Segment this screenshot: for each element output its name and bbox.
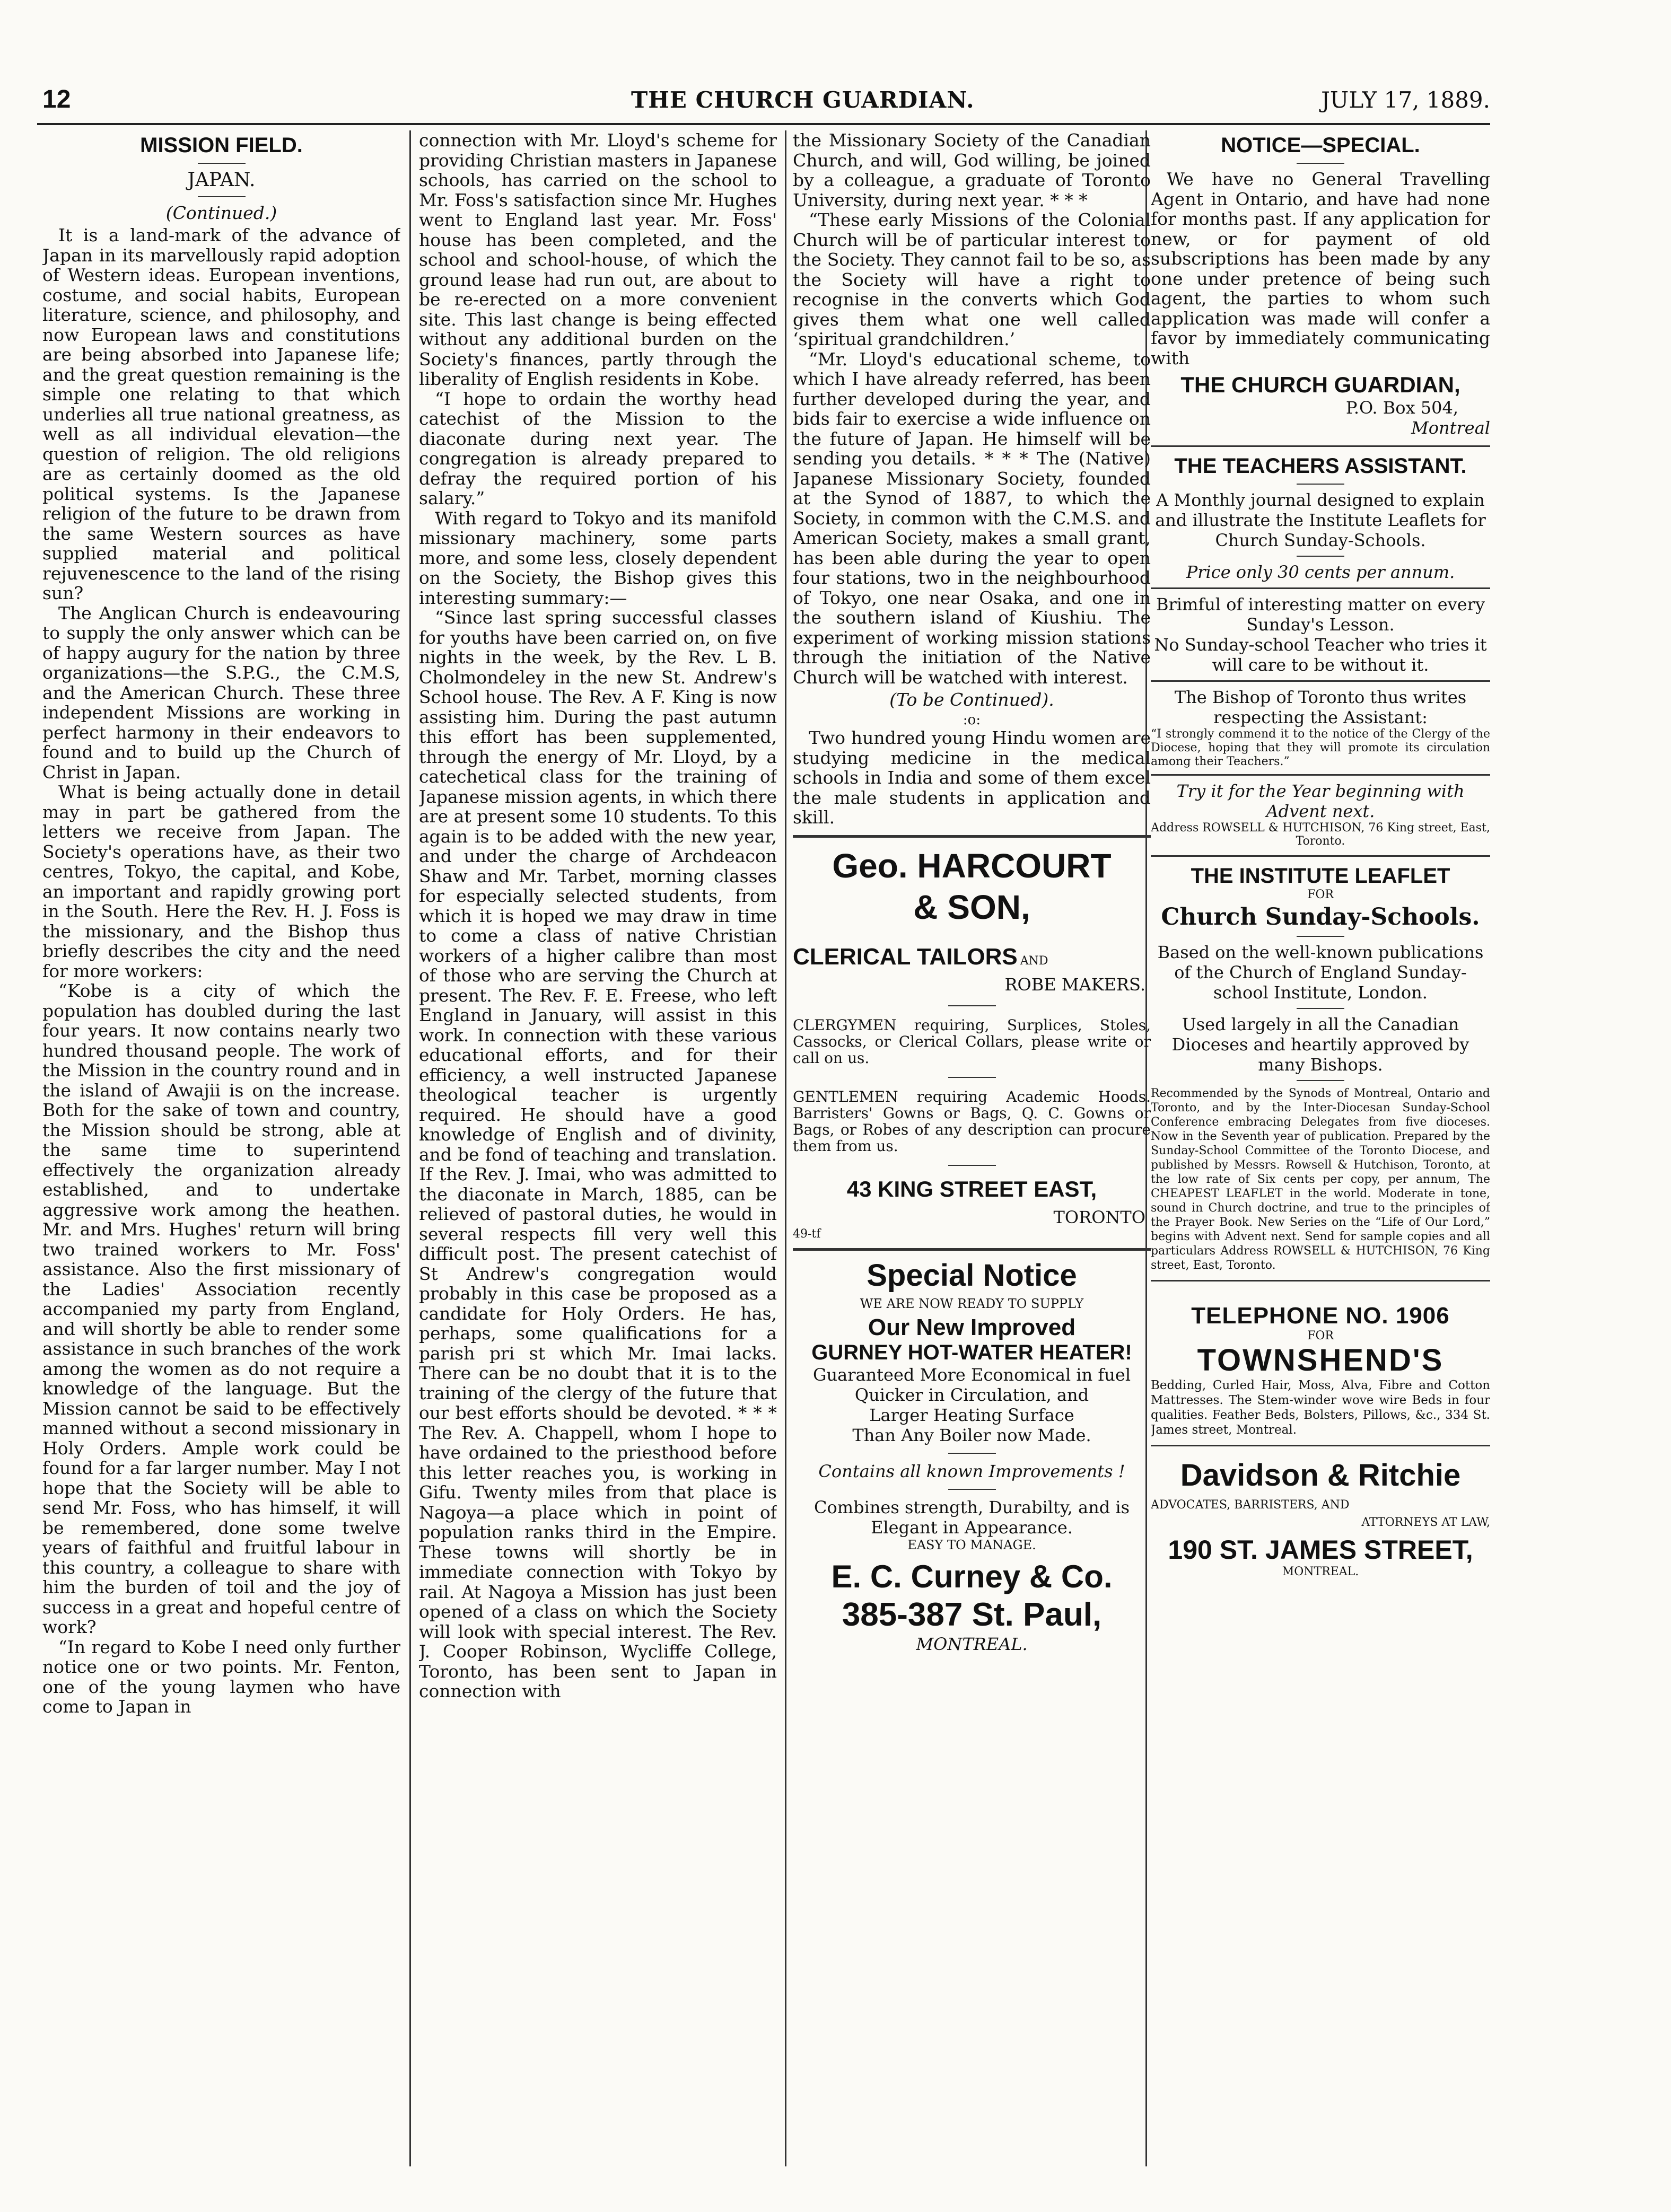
divider: [1151, 587, 1490, 589]
dr-line-1: ADVOCATES, BARRISTERS, AND: [1151, 1498, 1350, 1512]
dr-address: 190 ST. JAMES STREET,: [1168, 1535, 1473, 1565]
ad-city: TORONTO: [1053, 1207, 1145, 1227]
paragraph: “Since last spring successful classes for youths have been carried on, on five nights in the week, by the Rev. L B. Cholmondeley in the new St. Andrew's School house. The Rev. A F. King is now assisting him. During the past autumn this effort has been supplemented, through the energy of Mr. Lloyd, by a catechetical class for the training of Japanese mission agents, in which there are at present some 10 students. To this again is to be added with the new year, and under the charge of Archdeacon Shaw and Mr. Tarbet, morning classes for especially selected students, from which it is hoped we may draw in time to come a class of native Christian workers of a higher calibre than most of those who are serving the Church at present. The Rev. F. E. Freese, who left England in January, will assist in this work. In connection with these various educational efforts, and for their efficiency, a well instructed Japanese theological teacher is urgently required. He should have a good knowledge of English and of divinity, and be fond of teaching and translation. If the Rev. J. Imai, who was admitted to the diaconate in March, 1885, can be relieved of pastoral duties, he would in several respects fill very well this difficult post. The present catechist of St Andrew's congregation would probably in this case be proposed as a candidate for Holy Orders. He has, perhaps, some qualifications for a parish pri st which Mr. Imai lacks. There can be no doubt that it is to the training of the clergy of the future that our best efforts should be devoted. * * * The Rev. A. Chappell, whom I hope to have ordained to the priesthood before this letter reaches you, is working in Gifu. Twenty miles from that place is Nagoya—a place which in point of population ranks third in the Empire. These towns will shortly be in immediate connection with Tokyo by rail. At Nagoya a Mission has just been opened of a class on which the Society will look with special interest. The Rev. J. Cooper Robinson, Wycliffe College, Toronto, has been sent to Japan in connection with: [419, 607, 777, 1701]
article-body: [419, 130, 777, 1701]
ad-line: Than Any Boiler now Made.: [852, 1425, 1091, 1445]
paragraph: “Mr. Lloyd's educational scheme, to which I have already referred, has been further developed during the year, and bids fair to exercise a wide influence on the future of Japan. He himself will be sending you details. * * * The (Native) Japanese Missionary Society, founded at the Synod of 1887, to which the Society, in common with the C.M.S. and American Society, makes a small grant, has been able during the year to open four stations, two in the neighbourhood of Tokyo, one near Osaka, and one in the southern island of Kiushiu. The experiment of working mission stations through the initiation of the Native Church will be watched with interest.: [793, 348, 1151, 688]
ta-price: Price only 30 cents per annum.: [1186, 562, 1455, 582]
news-item: [793, 728, 1151, 828]
paragraph: “I hope to ordain the worthy head catechist of the Mission to the diaconate during next year. The congregation is already prepared to defray the required portion of his salary.”: [419, 388, 777, 508]
paragraph: The Anglican Church is endeavouring to supply the only answer which can be of happy augury for the nation by three organizations—the S.P.G., the C.M.S, and the American Church. These three independent Missions are working in perfect harmony in their endeavors to found and to build up the Church of Christ in Japan.: [42, 602, 400, 783]
ta-bishop: The Bishop of Toronto thus writes respecting the Assistant:: [1174, 687, 1467, 727]
article-body: [42, 225, 400, 1717]
masthead: THE CHURCH GUARDIAN.: [631, 87, 975, 113]
ad-firm: E. C. Curney & Co.: [831, 1558, 1113, 1594]
ad-easy: EASY TO MANAGE.: [907, 1537, 1036, 1552]
column-3: [793, 130, 1151, 2172]
telephone: TELEPHONE NO. 1906: [1191, 1303, 1450, 1329]
harcourt-ad: [793, 845, 1151, 1241]
separator: :o:: [963, 712, 981, 728]
divider: [1151, 855, 1490, 857]
divider: [948, 1489, 996, 1490]
ad-contains: Contains all known Improvements !: [818, 1461, 1125, 1481]
ad-firm-name-2: & SON,: [913, 888, 1030, 926]
ad-and: AND: [1020, 954, 1048, 968]
ta-address: Address ROWSELL & HUTCHISON, 76 King street, East, Toronto.: [1151, 821, 1490, 848]
column-4: [1151, 130, 1490, 2172]
ad-line: Larger Heating Surface: [869, 1405, 1074, 1425]
ad-clergy: CLERGYMEN requiring, Surplices, Stoles, Cassocks, or Clerical Collars, please write or call on us.: [793, 1016, 1151, 1067]
page-header: [37, 80, 1490, 122]
paragraph: “Kobe is a city of which the population has doubled during the last four years. It now contains nearly two hundred thousand people. The work of the Mission in the country round and in the island of Awajii is on the increase. Both for the sake of town and country, the Mission should be strong, able at the same time to superintend effectively the organization already established, and to undertake aggressive work among the heathen. Mr. and Mrs. Hughes' return will bring two trained workers to Mr. Foss' assistance. Also the first missionary of the Ladies' Association recently accompanied my party from England, and will shortly be able to render some assistance in such branches of the work among the women as do not require a knowledge of the language. But the Mission cannot be said to be effectively manned without a second missionary in Holy Orders. Ample work could be found for a far larger number. May I not hope that the Society will be able to send Mr. Foss, who has himself, it will be remembered, done some twelve years of faithful and fruitful labour in this country, a colleague to share with him the burden of toil and the joy of success in a great and hopeful centre of work?: [42, 980, 400, 1637]
paragraph: connection with Mr. Lloyd's scheme for providing Christian masters in Japanese schools, has carried on the school to Mr. Foss's satisfaction since Mr. Hughes went to England last year. Mr. Foss' house has been completed, and the school and school-house, of which the ground lease had run out, are about to be re-erected on a more convenient site. This last change is being effected without any additional burden on the Society's finances, partly through the liberality of English residents in Kobe.: [419, 130, 777, 389]
column-2: [419, 130, 777, 2172]
issue-date: JULY 17, 1889.: [1321, 87, 1490, 113]
paragraph: “These early Missions of the Colonial Church will be of particular interest to the Society. They cannot fail to be so, as the Society will have a right to recognise in the converts which God gives them what one well called ‘spiritual grandchildren.’: [793, 209, 1151, 349]
divider: [1297, 484, 1344, 485]
ta-desc: A Monthly journal designed to explain and illustrate the Institute Leaflets for Church Sunday-Schools.: [1155, 490, 1486, 550]
divider: [198, 196, 246, 197]
ad-firm-city: MONTREAL.: [916, 1634, 1028, 1654]
notice-city: Montreal: [1411, 418, 1490, 438]
ad-ready: WE ARE NOW READY TO SUPPLY: [860, 1296, 1084, 1311]
tel-for: FOR: [1307, 1329, 1334, 1342]
paragraph: With regard to Tokyo and its manifold missionary machinery, some parts more, and some less, closely dependent on the Society, the Bishop gives this interesting summary:—: [419, 507, 777, 608]
ad-title: Special Notice: [867, 1258, 1077, 1293]
divider: [1151, 774, 1490, 776]
ad-line: Quicker in Circulation, and: [854, 1384, 1089, 1405]
continued-note: (Continued.): [165, 203, 277, 223]
il-for: FOR: [1307, 888, 1334, 901]
section-heading: MISSION FIELD.: [140, 134, 303, 157]
ad-firm-name: Geo. HARCOURT: [832, 846, 1112, 885]
gurney-ad: [793, 1258, 1151, 1654]
divider: [793, 835, 1151, 838]
paragraph: Two hundred young Hindu women are studying medicine in the medical schools in India and some of them excel the male students in application and skill.: [793, 727, 1151, 828]
institute-leaflet-title: THE INSTITUTE LEAFLET: [1191, 864, 1450, 888]
ta-try: Try it for the Year beginning with Advent next.: [1176, 781, 1465, 821]
divider: [1151, 445, 1490, 447]
header-rule: [37, 123, 1490, 125]
page-number: 12: [42, 85, 71, 113]
paragraph: the Missionary Society of the Canadian Church, and will, God willing, be joined by a colleague, a graduate of Toronto University, during next year. * * *: [793, 130, 1151, 210]
ad-product: GURNEY HOT-WATER HEATER!: [811, 1340, 1132, 1364]
ta-brimful: Brimful of interesting matter on every Sunday's Lesson.: [1156, 594, 1485, 635]
notice-body: [1151, 169, 1490, 368]
divider: [1297, 1008, 1344, 1009]
il-small: Recommended by the Synods of Montreal, Ontario and Toronto, and by the Inter-Diocesan Sunday-School Conference embracing Delegates from five dioceses. Now in the Seventh year of publication. Prepared by the Sunday-School Committee of the Toronto Diocese, and published by Messrs. Rowsell & Hutchison, Toronto, at the low rate of Six cents per copy, per annum, The CHEAPEST LEAFLET in the world. Moderate in tone, sound in Church doctrine, and true to the principles of the Prayer Book. New Series on the “Life of Our Lord,” begins with Advent next. Send for sample copies and all particulars Address ROWSELL & HUTCHISON, 76 King street, East, Toronto.: [1151, 1087, 1490, 1272]
column-divider: [785, 130, 786, 2166]
divider: [1297, 163, 1344, 164]
ad-address: 43 KING STREET EAST,: [846, 1176, 1097, 1201]
divider: [1297, 1080, 1344, 1081]
ad-trade: CLERICAL TAILORS: [793, 943, 1018, 970]
to-be-continued: (To be Continued).: [889, 689, 1054, 710]
dr-line-2: ATTORNEYS AT LAW,: [1361, 1516, 1490, 1529]
ad-firm-address: 385-387 St. Paul,: [842, 1596, 1102, 1633]
article-subheading: JAPAN.: [187, 169, 256, 191]
ad-trade-2: ROBE MAKERS.: [1004, 974, 1145, 995]
dr-city: MONTREAL.: [1282, 1565, 1359, 1578]
divider: [1151, 680, 1490, 682]
ad-line: Guaranteed More Economical in fuel: [812, 1364, 1131, 1385]
il-used: Used largely in all the Canadian Dioceses and heartily approved by many Bishops.: [1171, 1014, 1469, 1075]
teachers-assistant-title: THE TEACHERS ASSISTANT.: [1174, 454, 1467, 478]
divider: [948, 1165, 996, 1166]
notice-org: THE CHURCH GUARDIAN,: [1180, 372, 1460, 397]
ta-quote: “I strongly commend it to the notice of the Clergy of the Diocese, hoping that they will promote its circulation among their Teachers.”: [1151, 727, 1490, 768]
townshend-name: TOWNSHEND'S: [1197, 1343, 1444, 1377]
paragraph: We have no General Travelling Agent in Ontario, and have had none for months past. If any application for new, or for payment of old subscriptions has been made by any one under pretence of being such agent, the parties to whom such application was made will confer a favor by immediately communicating with: [1151, 169, 1490, 368]
il-based: Based on the well-known publications of the Church of England Sunday-school Institute, London.: [1157, 942, 1484, 1003]
ad-gentlemen: GENTLEMEN requiring Academic Hoods. Barristers' Gowns or Bags, Q. C. Gowns or Bags, or Robes of any description can procure them from us.: [793, 1087, 1151, 1155]
divider: [1151, 1445, 1490, 1446]
ad-our: Our New Improved: [868, 1314, 1076, 1340]
davidson-ritchie: Davidson & Ritchie: [1180, 1458, 1461, 1493]
column-1: [42, 130, 400, 2172]
divider: [198, 163, 246, 164]
article-body: [793, 130, 1151, 687]
paragraph: “In regard to Kobe I need only further notice one or two points. Mr. Fenton, one of the young laymen who have come to Japan in: [42, 1636, 400, 1717]
divider: [1297, 936, 1344, 937]
column-divider: [409, 130, 411, 2166]
ad-combines: Combines strength, Durabilty, and is Elegant in Appearance.: [814, 1497, 1130, 1538]
divider: [1297, 556, 1344, 557]
divider: [948, 1077, 996, 1078]
paragraph: What is being actually done in detail may in part be gathered from the letters we receive from Japan. The Society's operations have, as their two centres, Tokyo, the capital, and Kobe, an important and rapidly growing port in the South. Here the Rev. H. J. Foss is the missionary, and the Bishop thus briefly describes the city and the need for more workers:: [42, 782, 400, 981]
divider: [948, 1005, 996, 1006]
townshend-text: Bedding, Curled Hair, Moss, Alva, Fibre and Cotton Mattresses. The Stem-winder wove wire Beds in four qualities. Feather Beds, Bolsters, Pillows, &c., 334 St. James street, Montreal.: [1151, 1379, 1490, 1437]
divider: [1151, 1280, 1490, 1281]
il-sub: Church Sunday-Schools.: [1161, 903, 1480, 931]
paragraph: It is a land-mark of the advance of Japan in its marvellously rapid adoption of Western ideas. European inventions, costume, and social habits, European literature, science, and philosophy, and now European laws and constitutions are being absorbed into Japanese life; and the great question remaining is the simple one relating to that which underlies all true national greatness, as well as all individual elevation—the question of religion. The old religions are as certainly doomed as the old political systems. Is the Japanese religion of the future to be drawn from the same Western sources as have supplied material and political rejuvenescence to the land of the rising sun?: [42, 225, 400, 603]
divider: [793, 1248, 1151, 1251]
ad-code: 49-tf: [793, 1227, 821, 1241]
notice-box: P.O. Box 504,: [1345, 398, 1458, 418]
ta-no: No Sunday-school Teacher who tries it will care to be without it.: [1154, 635, 1487, 675]
divider: [948, 1453, 996, 1454]
notice-title: NOTICE—SPECIAL.: [1221, 134, 1420, 157]
